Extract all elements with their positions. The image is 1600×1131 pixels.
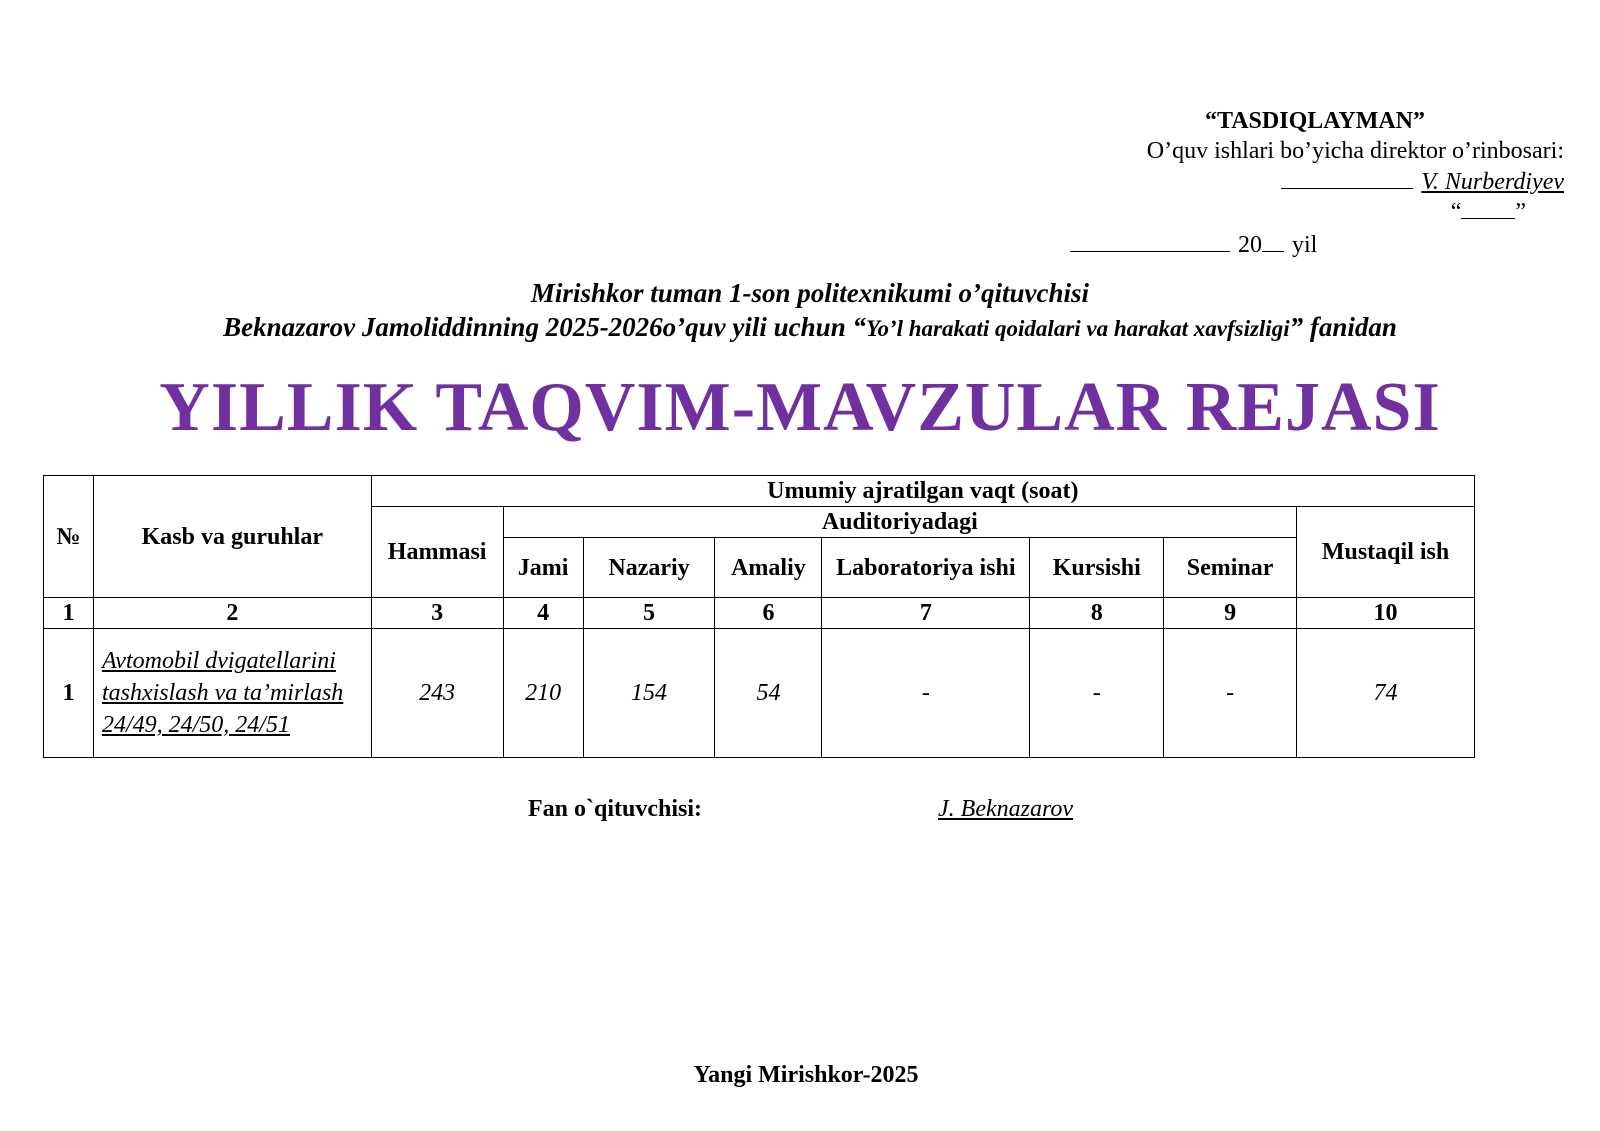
header-auditoriya: Auditoriyadagi [503, 507, 1296, 538]
cell-seminar: - [1164, 629, 1297, 758]
approval-signature [1070, 166, 1570, 197]
column-number: 9 [1164, 598, 1297, 629]
column-number: 1 [44, 598, 94, 629]
signature-blank [1281, 166, 1413, 189]
day-blank [1461, 200, 1515, 219]
column-number: 7 [822, 598, 1030, 629]
month-blank [1070, 229, 1230, 252]
footer-place-year: Yangi Mirishkor-2025 [693, 1062, 919, 1088]
header-umumiy: Umumiy ajratilgan vaqt (soat) [371, 476, 1474, 507]
subtitle-line-2 [10, 312, 1600, 343]
cell-hammasi: 243 [371, 629, 503, 758]
subtitle-subject: Yo’l harakati qoidalari va harakat xavfsizligi [865, 316, 1290, 341]
cell-mustaqil: 74 [1297, 629, 1475, 758]
approval-position: O’quv ishlari bo’yicha direktor o’rinbosari: [1146, 138, 1564, 164]
year-blank [1262, 229, 1284, 252]
header-no: № [44, 476, 94, 598]
quote-close: ” [1515, 199, 1526, 225]
subtitle-line-1: Mirishkor tuman 1-son politexnikumi o’qituvchisi [530, 278, 1090, 308]
plan-table [43, 475, 1475, 758]
header-kasb: Kasb va guruhlar [93, 476, 371, 598]
column-number: 8 [1030, 598, 1164, 629]
column-number: 6 [715, 598, 822, 629]
cell-laboratoriya: - [822, 629, 1030, 758]
year-suffix: yil [1292, 232, 1318, 258]
cell-nazariy: 154 [583, 629, 715, 758]
header-seminar: Seminar [1164, 538, 1297, 598]
approval-block [1070, 106, 1570, 260]
cell-amaliy: 54 [715, 629, 822, 758]
approver-name: V. Nurberdiyev [1421, 169, 1564, 195]
cell-kursishi: - [1030, 629, 1164, 758]
teacher-label: Fan o`qituvchisi: [528, 796, 703, 822]
column-number: 2 [93, 598, 371, 629]
header-amaliy: Amaliy [715, 538, 822, 598]
column-number-row [44, 598, 1475, 629]
subtitle-suffix: ” fanidan [1289, 312, 1397, 342]
column-number: 3 [371, 598, 503, 629]
header-kursishi: Kursishi [1030, 538, 1164, 598]
header-hammasi: Hammasi [371, 507, 503, 598]
main-title: YILLIK TAQVIM-MAVZULAR REJASI [159, 369, 1441, 446]
teacher-name: J. Beknazarov [938, 796, 1074, 822]
column-number: 4 [503, 598, 583, 629]
header-laboratoriya: Laboratoriya ishi [822, 538, 1030, 598]
header-nazariy: Nazariy [583, 538, 715, 598]
header-jami: Jami [503, 538, 583, 598]
subtitle-teacher-year: Beknazarov Jamoliddinning 2025-2026o’quv yili uchun “ [223, 312, 866, 342]
cell-kasb: Avtomobil dvigatellarini tashxislash va ta’mirlash 24/49, 24/50, 24/51 [93, 629, 371, 758]
year-prefix: 20 [1238, 232, 1262, 258]
column-number: 10 [1297, 598, 1475, 629]
cell-no: 1 [44, 629, 94, 758]
approval-title: “TASDIQLAYMAN” [1204, 108, 1426, 134]
cell-jami: 210 [503, 629, 583, 758]
approval-date [1070, 229, 1570, 260]
column-number: 5 [583, 598, 715, 629]
header-mustaqil: Mustaqil ish [1297, 507, 1475, 598]
quote-open: “ [1450, 199, 1462, 225]
approval-day-quote [1070, 197, 1570, 227]
table-row [44, 629, 1475, 758]
